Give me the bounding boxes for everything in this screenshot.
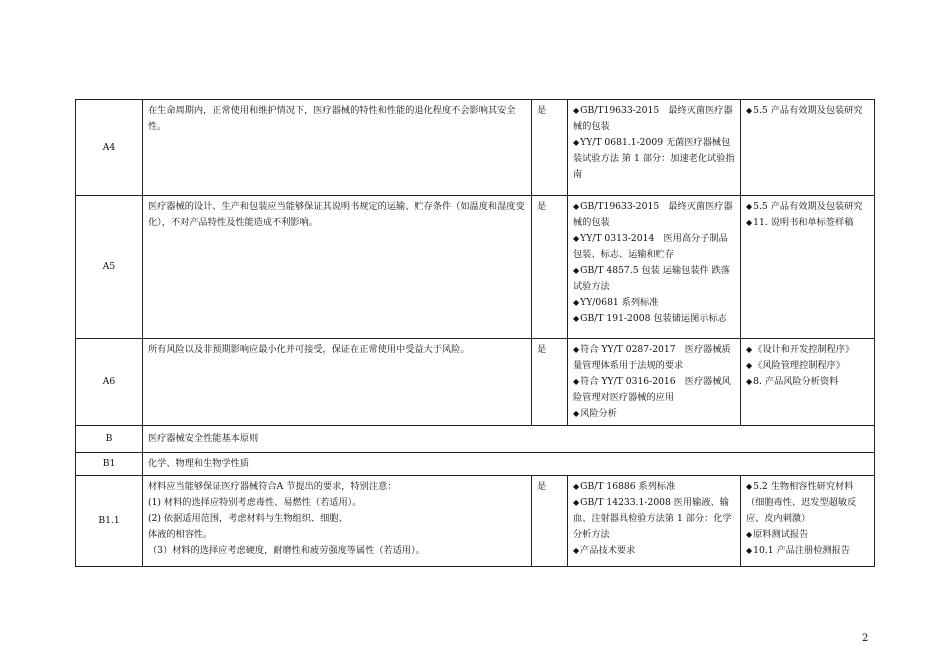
list-item: ◆YY/T 0681.1-2009 无菌医疗器械包装试验方法 第 1 部分：加速老化试验指南: [573, 137, 735, 180]
diamond-bullet-icon: ◆: [746, 361, 753, 370]
diamond-bullet-icon: ◆: [573, 298, 580, 307]
row-id: B1.1: [76, 476, 143, 567]
diamond-bullet-icon: ◆: [746, 106, 753, 115]
page-number: 2: [862, 633, 869, 644]
row-id: B: [76, 426, 143, 453]
applicable-cell: 是: [532, 476, 568, 567]
table-row: [76, 476, 875, 567]
diamond-bullet-icon: ◆: [573, 546, 580, 555]
row-id: A6: [76, 339, 143, 426]
diamond-bullet-icon: ◆: [573, 106, 580, 115]
essential-principles-table: [75, 99, 875, 567]
diamond-bullet-icon: ◆: [573, 498, 580, 507]
requirement-text: 医疗器械的设计、生产和包装应当能够保证其说明书规定的运输、贮存条件（如温度和湿度变化），不对产品特性及性能造成不利影响。: [148, 201, 525, 228]
standards-cell: [568, 100, 741, 196]
requirement-cell: [143, 100, 532, 196]
list-item: ◆符合 YY/T 0316-2016 医疗器械风险管理对医疗器械的应用: [573, 376, 731, 403]
requirement-cell: [143, 196, 532, 339]
diamond-bullet-icon: ◆: [573, 234, 580, 243]
applicable-cell: 是: [532, 339, 568, 426]
standards-cell: [568, 476, 741, 567]
standards-cell: [568, 339, 741, 426]
diamond-bullet-icon: ◆: [746, 546, 753, 555]
list-item: ◆GB/T 191-2008 包装储运图示标志: [573, 313, 727, 324]
requirement-text: (1) 材料的选择应特别考虑毒性、易燃性（若适用）。: [148, 497, 362, 508]
list-item: ◆GB/T 14233.1-2008 医用输液、输血、注射器具检验方法第 1 部分：化学分析方法: [573, 497, 732, 540]
section-title: 医疗器械安全性能基本原则: [143, 426, 875, 453]
list-item: ◆8. 产品风险分析资料: [746, 376, 839, 387]
documents-cell: [741, 196, 875, 339]
diamond-bullet-icon: ◆: [746, 377, 753, 386]
list-item: ◆风险分析: [573, 408, 617, 419]
applicable-cell: 是: [532, 100, 568, 196]
applicable-cell: 是: [532, 196, 568, 339]
list-item: ◆《风险管理控制程序》: [746, 360, 846, 371]
diamond-bullet-icon: ◆: [573, 314, 580, 323]
list-item: ◆11. 说明书和单标签样稿: [746, 217, 854, 228]
diamond-bullet-icon: ◆: [573, 202, 580, 211]
list-item: ◆符合 YY/T 0287-2017 医疗器械质量管理体系用于法规的要求: [573, 344, 731, 371]
diamond-bullet-icon: ◆: [573, 138, 580, 147]
list-item: ◆10.1 产品注册检测报告: [746, 545, 851, 556]
diamond-bullet-icon: ◆: [573, 345, 580, 354]
diamond-bullet-icon: ◆: [746, 218, 753, 227]
row-id: B1: [76, 453, 143, 476]
table-row: [76, 339, 875, 426]
diamond-bullet-icon: ◆: [573, 482, 580, 491]
requirement-cell: [143, 339, 532, 426]
list-item: ◆5.2 生物相容性研究材料（细胞毒性、迟发型超敏反应、皮内刺激）: [746, 481, 857, 524]
list-item: ◆《设计和开发控制程序》: [746, 344, 855, 355]
table-row: [76, 100, 875, 196]
row-id: A4: [76, 100, 143, 196]
list-item: ◆GB/T 4857.5 包装 运输包装件 跌落试验方法: [573, 265, 730, 292]
standards-cell: [568, 196, 741, 339]
list-item: ◆产品技术要求: [573, 545, 636, 556]
list-item: ◆GB/T19633-2015 最终灭菌医疗器械的包装: [573, 201, 733, 228]
requirement-text: 所有风险以及非预期影响应最小化并可接受，保证在正常使用中受益大于风险。: [148, 344, 470, 355]
requirement-text: （3）材料的选择应考虑硬度，耐磨性和疲劳强度等属性（若适用）。: [148, 545, 425, 556]
requirement-text: (2) 依据适用范围，考虑材料与生物组织、细胞、: [148, 513, 348, 524]
documents-cell: [741, 476, 875, 567]
table-row: [76, 453, 875, 476]
list-item: ◆GB/T19633-2015 最终灭菌医疗器械的包装: [573, 105, 733, 132]
list-item: ◆YY/0681 系列标准: [573, 297, 659, 308]
diamond-bullet-icon: ◆: [746, 345, 753, 354]
table-row: [76, 426, 875, 453]
documents-cell: [741, 339, 875, 426]
list-item: ◆GB/T 16886 系列标准: [573, 481, 676, 492]
diamond-bullet-icon: ◆: [746, 202, 753, 211]
diamond-bullet-icon: ◆: [573, 266, 580, 275]
list-item: ◆5.5 产品有效期及包装研究: [746, 201, 863, 212]
requirement-text: 体液的相容性。: [148, 529, 213, 540]
diamond-bullet-icon: ◆: [573, 377, 580, 386]
requirement-cell: [143, 476, 532, 567]
table-row: [76, 196, 875, 339]
diamond-bullet-icon: ◆: [746, 530, 753, 539]
section-title: 化学、物理和生物学性质: [143, 453, 875, 476]
diamond-bullet-icon: ◆: [573, 409, 580, 418]
list-item: ◆YY/T 0313-2014 医用高分子制品包装、标志、运输和贮存: [573, 233, 728, 260]
row-id: A5: [76, 196, 143, 339]
list-item: ◆5.5 产品有效期及包装研究: [746, 105, 863, 116]
list-item: ◆原料测试报告: [746, 529, 809, 540]
requirement-text: 材料应当能够保证医疗器械符合A 节提出的要求，特别注意：: [148, 481, 397, 492]
diamond-bullet-icon: ◆: [746, 482, 753, 491]
documents-cell: [741, 100, 875, 196]
requirement-text: 在生命周期内，正常使用和维护情况下，医疗器械的特性和性能的退化程度不会影响其安全性。: [148, 105, 516, 132]
